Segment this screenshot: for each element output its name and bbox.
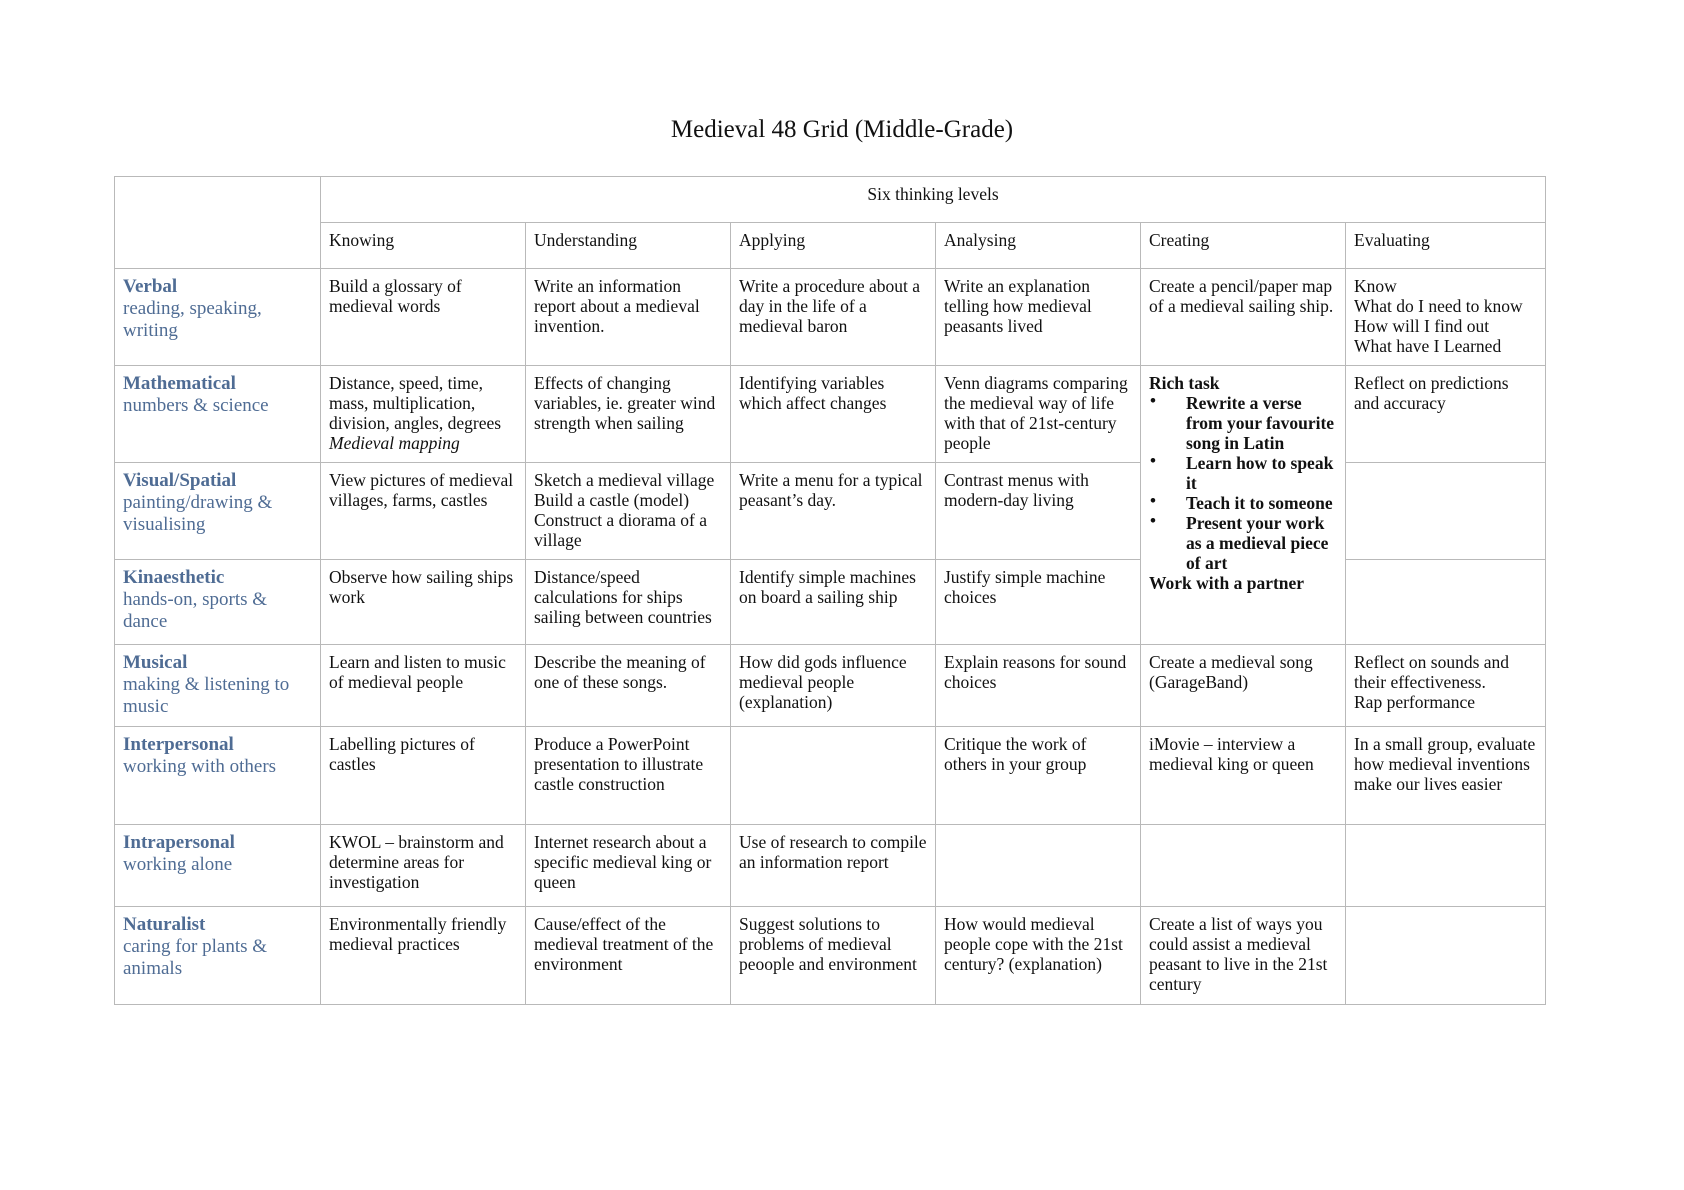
- rich-task-heading: Rich task: [1149, 373, 1220, 393]
- level-header-applying: Applying: [731, 223, 936, 269]
- bullet-icon: •: [1150, 511, 1156, 530]
- intelligence-cell-naturalist: [115, 907, 321, 1005]
- cell-kinaesthetic-understanding: Distance/speed calculations for ships sailing between countries: [526, 560, 731, 645]
- rich-task-cell: [1141, 366, 1346, 645]
- intelligence-description: working with others: [123, 756, 277, 777]
- bullet-icon: •: [1150, 391, 1156, 410]
- rich-task-item-text: Present your work as a medieval piece of art: [1186, 513, 1329, 573]
- corner-cell: [115, 177, 321, 269]
- cell-visual-knowing: View pictures of medieval villages, farms, castles: [321, 463, 526, 560]
- row-mathematical: [115, 366, 1546, 463]
- cell-verbal-analysing: Write an explanation telling how medieval peasants lived: [936, 269, 1141, 366]
- bullet-icon: •: [1150, 491, 1156, 510]
- cell-musical-applying: How did gods influence medieval people (explanation): [731, 645, 936, 727]
- intelligence-name: Interpersonal: [123, 734, 234, 755]
- cell-musical-understanding: Describe the meaning of one of these songs.: [526, 645, 731, 727]
- cell-visual-evaluating: [1346, 463, 1546, 560]
- cell-mathematical-evaluating: Reflect on predictions and accuracy: [1346, 366, 1546, 463]
- cell-musical-analysing: Explain reasons for sound choices: [936, 645, 1141, 727]
- row-verbal: [115, 269, 1546, 366]
- intelligence-description: caring for plants & animals: [123, 936, 268, 979]
- evaluating-line: What have I Learned: [1354, 336, 1502, 356]
- level-header-analysing: Analysing: [936, 223, 1141, 269]
- cell-naturalist-analysing: How would medieval people cope with the 21st century? (explanation): [936, 907, 1141, 1005]
- intelligence-cell-musical: [115, 645, 321, 727]
- bullet-icon: •: [1150, 451, 1156, 470]
- intelligence-description: reading, speaking, writing: [123, 298, 262, 341]
- intelligence-cell-kinaesthetic: [115, 560, 321, 645]
- rich-task-footer: Work with a partner: [1149, 573, 1305, 593]
- cell-kinaesthetic-evaluating: [1346, 560, 1546, 645]
- evaluating-line: What do I need to know: [1354, 296, 1523, 316]
- cell-kinaesthetic-analysing: Justify simple machine choices: [936, 560, 1141, 645]
- rich-task-item: [1149, 393, 1337, 453]
- intelligence-description: painting/drawing & visualising: [123, 492, 273, 535]
- row-intrapersonal: [115, 825, 1546, 907]
- intelligence-description: numbers & science: [123, 395, 269, 416]
- understanding-line: Build a castle (model): [534, 490, 690, 510]
- levels-title-cell: Six thinking levels: [321, 177, 1546, 223]
- intelligence-description: hands-on, sports & dance: [123, 589, 268, 632]
- cell-musical-knowing: Learn and listen to music of medieval people: [321, 645, 526, 727]
- row-interpersonal: [115, 727, 1546, 825]
- cell-interpersonal-evaluating: In a small group, evaluate how medieval inventions make our lives easier: [1346, 727, 1546, 825]
- evaluating-line: How will I find out: [1354, 316, 1490, 336]
- intelligence-name: Musical: [123, 652, 188, 673]
- intelligence-name: Kinaesthetic: [123, 567, 225, 588]
- cell-mathematical-applying: Identifying variables which affect changes: [731, 366, 936, 463]
- cell-naturalist-creating: Create a list of ways you could assist a medieval peasant to live in the 21st century: [1141, 907, 1346, 1005]
- rich-task-item: [1149, 453, 1337, 493]
- evaluating-line: Rap performance: [1354, 692, 1475, 712]
- cell-visual-analysing: Contrast menus with modern-day living: [936, 463, 1141, 560]
- header-row-levels-title: [115, 177, 1546, 223]
- cell-intrapersonal-knowing: KWOL – brainstorm and determine areas for investigation: [321, 825, 526, 907]
- rich-task-list: [1149, 393, 1337, 573]
- cell-mathematical-understanding: Effects of changing variables, ie. greater wind strength when sailing: [526, 366, 731, 463]
- rich-task-item-text: Rewrite a verse from your favourite song in Latin: [1186, 393, 1335, 453]
- cell-visual-applying: Write a menu for a typical peasant’s day.: [731, 463, 936, 560]
- cell-kinaesthetic-applying: Identify simple machines on board a sailing ship: [731, 560, 936, 645]
- cell-interpersonal-understanding: Produce a PowerPoint presentation to illustrate castle construction: [526, 727, 731, 825]
- cell-verbal-evaluating: [1346, 269, 1546, 366]
- intelligence-cell-visual-spatial: [115, 463, 321, 560]
- cell-naturalist-understanding: Cause/effect of the medieval treatment of the environment: [526, 907, 731, 1005]
- intelligence-cell-verbal: [115, 269, 321, 366]
- knowing-italic-text: Medieval mapping: [329, 433, 460, 453]
- cell-interpersonal-creating: iMovie – interview a medieval king or queen: [1141, 727, 1346, 825]
- understanding-line: Construct a diorama of a village: [534, 510, 708, 550]
- understanding-line: Sketch a medieval village: [534, 470, 715, 490]
- cell-intrapersonal-understanding: Internet research about a specific medieval king or queen: [526, 825, 731, 907]
- intelligence-description: working alone: [123, 854, 233, 875]
- cell-interpersonal-knowing: Labelling pictures of castles: [321, 727, 526, 825]
- cell-verbal-creating: Create a pencil/paper map of a medieval sailing ship.: [1141, 269, 1346, 366]
- header-row-levels: [115, 223, 1546, 269]
- rich-task-item: [1149, 513, 1337, 573]
- cell-mathematical-knowing: [321, 366, 526, 463]
- rich-task-item: [1149, 493, 1337, 513]
- cell-intrapersonal-analysing: [936, 825, 1141, 907]
- document-title: Medieval 48 Grid (Middle-Grade): [670, 116, 1014, 143]
- intelligence-name: Mathematical: [123, 373, 236, 394]
- cell-musical-creating: Create a medieval song (GarageBand): [1141, 645, 1346, 727]
- intelligence-name: Visual/Spatial: [123, 470, 237, 491]
- cell-intrapersonal-evaluating: [1346, 825, 1546, 907]
- rich-task-item-text: Teach it to someone: [1186, 493, 1333, 513]
- cell-naturalist-applying: Suggest solutions to problems of medieval peoople and environment: [731, 907, 936, 1005]
- intelligence-cell-mathematical: [115, 366, 321, 463]
- cell-verbal-understanding: Write an information report about a medieval invention.: [526, 269, 731, 366]
- level-header-understanding: Understanding: [526, 223, 731, 269]
- thinking-grid-table: [114, 176, 1546, 1005]
- cell-naturalist-evaluating: [1346, 907, 1546, 1005]
- cell-visual-understanding: [526, 463, 731, 560]
- cell-verbal-applying: Write a procedure about a day in the life of a medieval baron: [731, 269, 936, 366]
- cell-interpersonal-applying: [731, 727, 936, 825]
- cell-mathematical-analysing: Venn diagrams comparing the medieval way of life with that of 21st-century people: [936, 366, 1141, 463]
- row-musical: [115, 645, 1546, 727]
- intelligence-cell-interpersonal: [115, 727, 321, 825]
- rich-task-item-text: Learn how to speak it: [1186, 453, 1334, 493]
- cell-interpersonal-analysing: Critique the work of others in your group: [936, 727, 1141, 825]
- intelligence-description: making & listening to music: [123, 674, 290, 717]
- row-naturalist: [115, 907, 1546, 1005]
- cell-kinaesthetic-knowing: Observe how sailing ships work: [321, 560, 526, 645]
- cell-naturalist-knowing: Environmentally friendly medieval practices: [321, 907, 526, 1005]
- cell-intrapersonal-creating: [1141, 825, 1346, 907]
- intelligence-cell-intrapersonal: [115, 825, 321, 907]
- intelligence-name: Naturalist: [123, 914, 206, 935]
- evaluating-line: Reflect on sounds and their effectiveness.: [1354, 652, 1510, 692]
- level-header-knowing: Knowing: [321, 223, 526, 269]
- intelligence-name: Verbal: [123, 276, 178, 297]
- knowing-text: Distance, speed, time, mass, multiplication, division, angles, degrees: [329, 373, 502, 433]
- cell-verbal-knowing: Build a glossary of medieval words: [321, 269, 526, 366]
- cell-musical-evaluating: [1346, 645, 1546, 727]
- level-header-creating: Creating: [1141, 223, 1346, 269]
- cell-intrapersonal-applying: Use of research to compile an information report: [731, 825, 936, 907]
- level-header-evaluating: Evaluating: [1346, 223, 1546, 269]
- intelligence-name: Intrapersonal: [123, 832, 235, 853]
- evaluating-line: Know: [1354, 276, 1397, 296]
